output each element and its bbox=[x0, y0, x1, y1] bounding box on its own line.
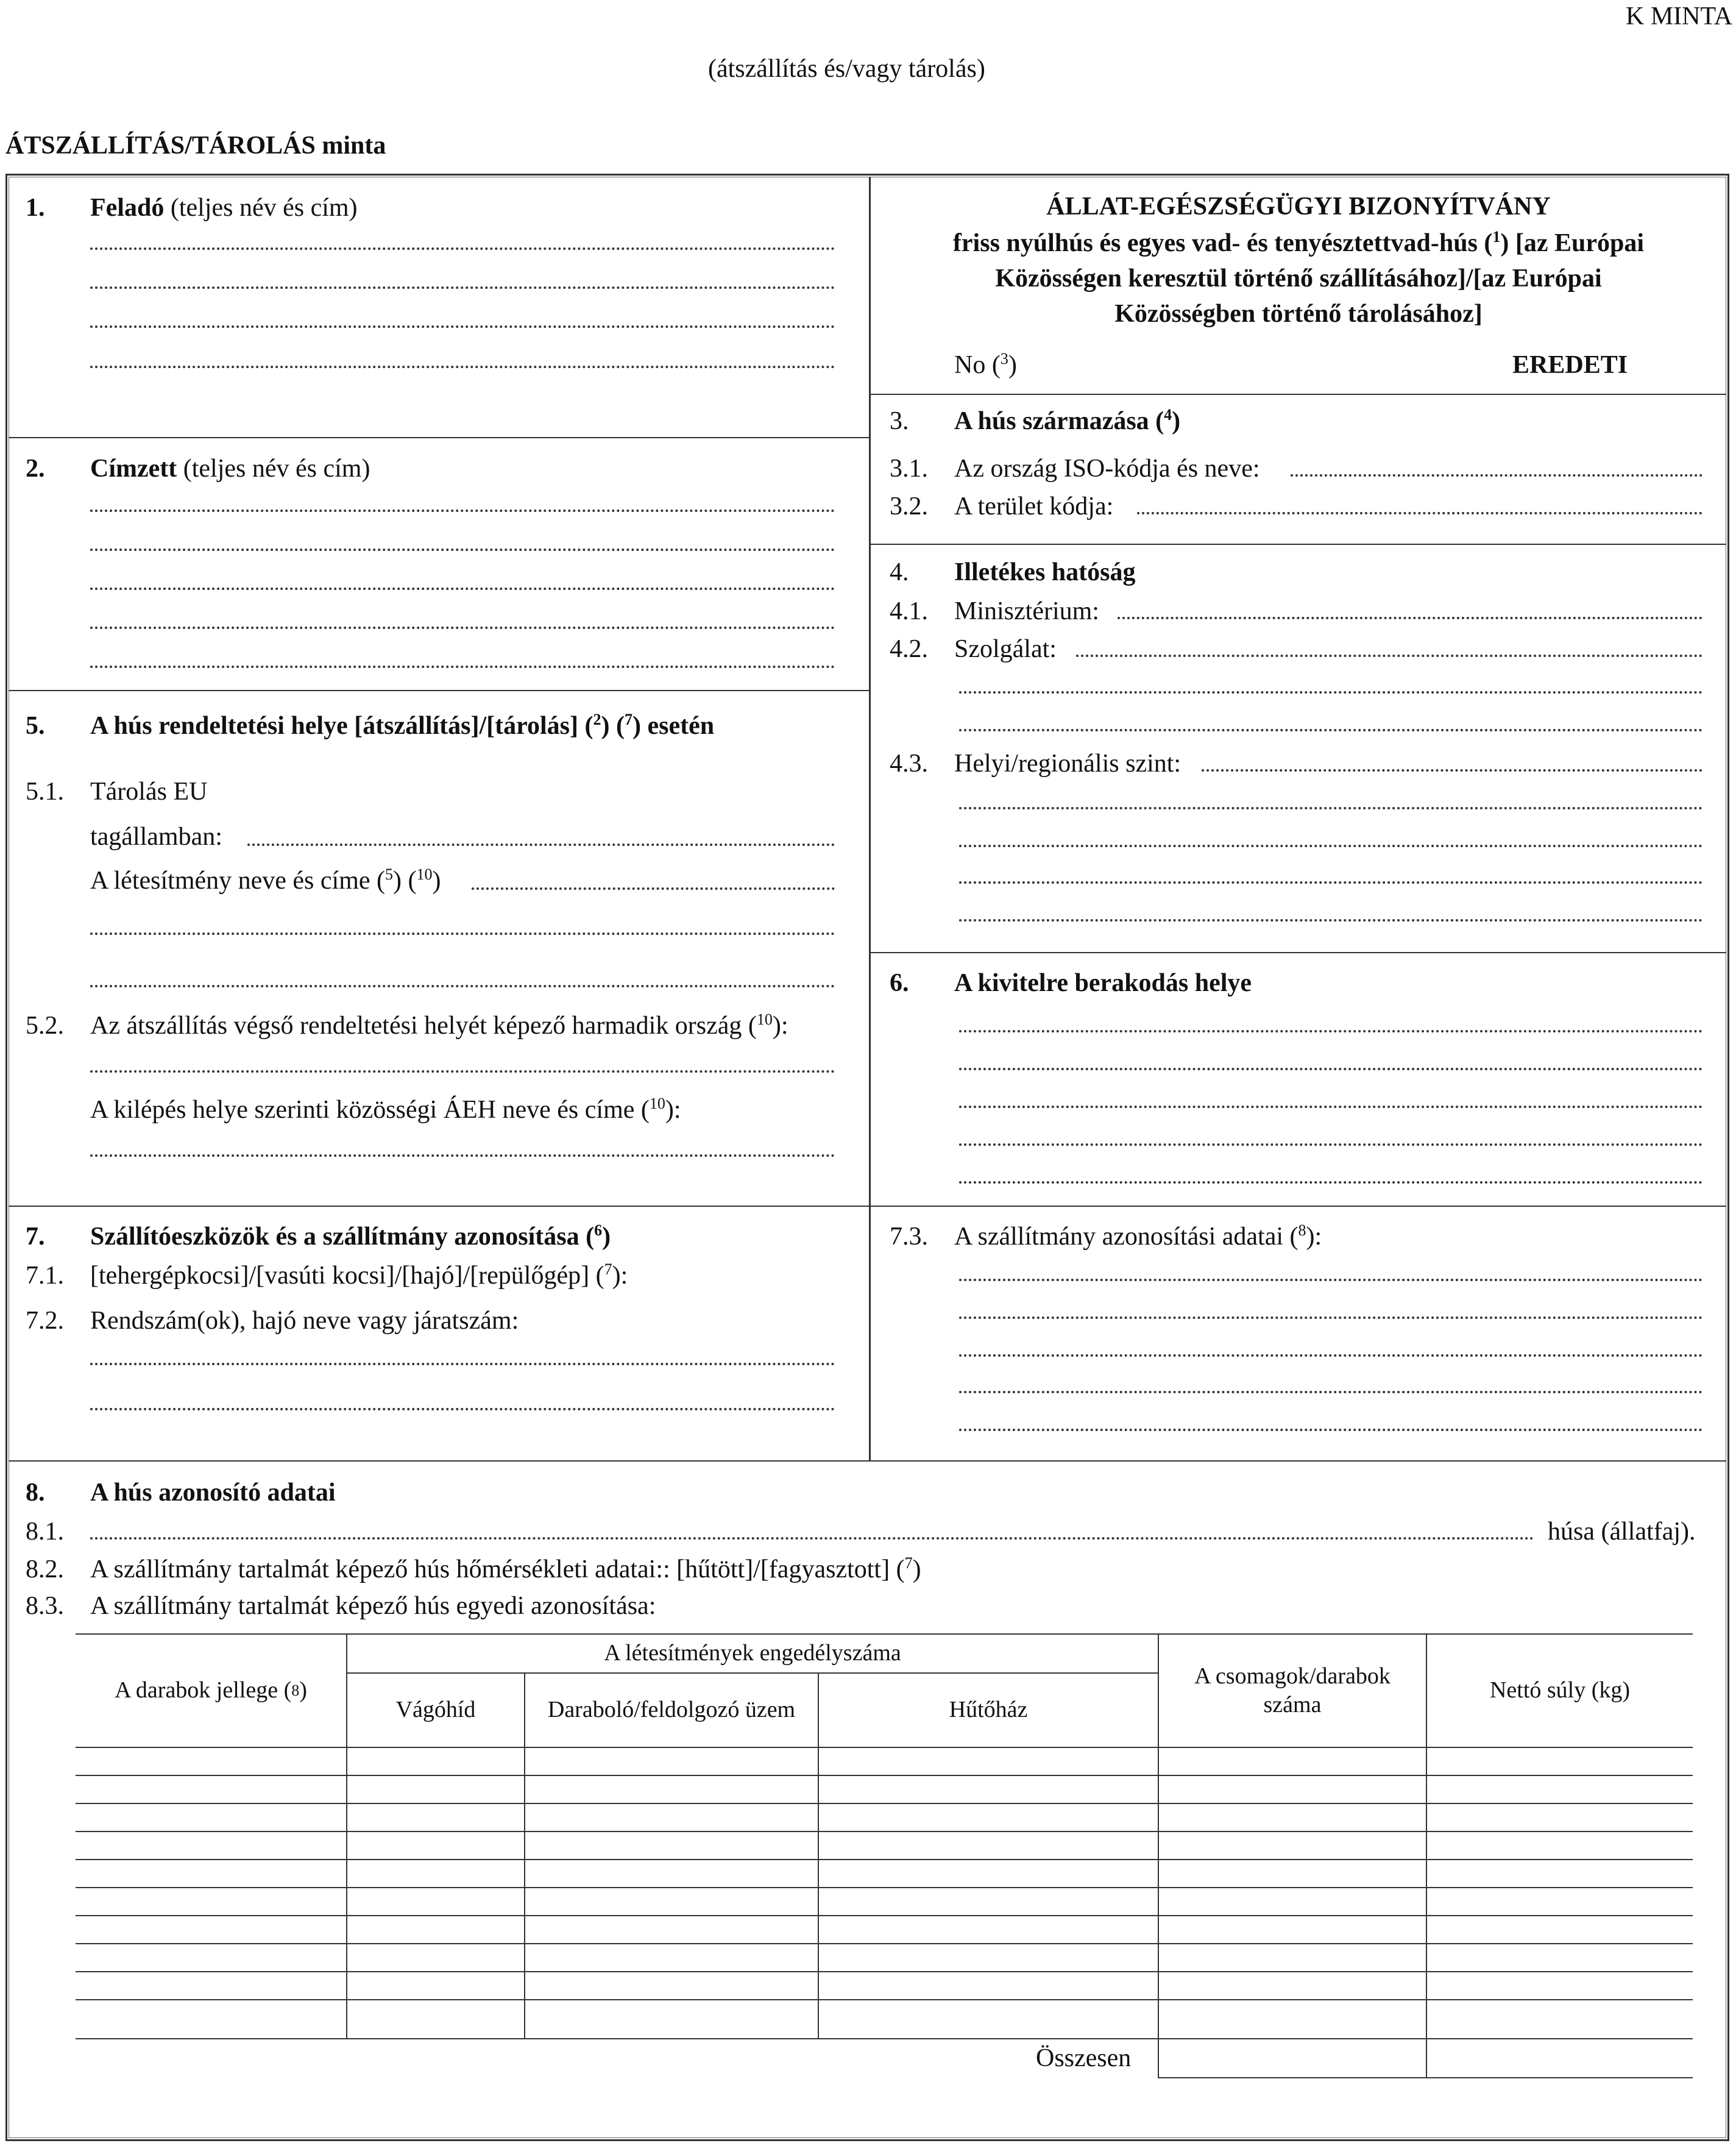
establishment-line-3[interactable] bbox=[90, 985, 835, 987]
col-header-packages: A csomagok/darabok száma bbox=[1194, 1663, 1391, 1718]
col-header-cutting-plant: Daraboló/feldolgozó üzem bbox=[547, 1697, 796, 1723]
species-suffix: húsa (állatfaj). bbox=[1548, 1518, 1696, 1546]
divider-box5-box7 bbox=[9, 1206, 1726, 1207]
registration-line-2[interactable] bbox=[90, 1408, 835, 1410]
box1-line-4[interactable] bbox=[90, 366, 835, 368]
box7-item1-number: 7.1. bbox=[26, 1262, 64, 1290]
consignment-id-line-4[interactable] bbox=[959, 1391, 1702, 1393]
box5-item2-number: 5.2. bbox=[26, 1012, 64, 1040]
col-header-approval: A létesítmények engedélyszáma bbox=[604, 1640, 901, 1666]
consignment-id-line-2[interactable] bbox=[959, 1316, 1702, 1319]
box3-item1-label: Az ország ISO-kódja és neve: bbox=[954, 455, 1260, 483]
divider-box4-box6 bbox=[871, 952, 1726, 953]
box7-number: 7. bbox=[26, 1223, 45, 1251]
ministry-field[interactable] bbox=[1118, 617, 1702, 619]
local-level-line-3[interactable] bbox=[959, 845, 1702, 847]
species-field[interactable] bbox=[90, 1537, 1534, 1540]
exit-authority-label: A kilépés helye szerinti közösségi ÁEH neve és címe ($^{10}$): bbox=[90, 1095, 681, 1124]
member-state-label: tagállamban: bbox=[90, 823, 222, 851]
box7-item1-label: [tehergépkocsi]/[vasúti kocsi]/[hajó]/[repülőgép] ($^7$): bbox=[90, 1260, 628, 1290]
box8-item1-number: 8.1. bbox=[26, 1518, 64, 1546]
box7-title: Szállítóeszközök és a szállítmány azonosítása ($^6$) bbox=[90, 1221, 611, 1251]
total-weight-cell[interactable] bbox=[1427, 2039, 1693, 2077]
box1-title-rest: (teljes név és cím) bbox=[164, 194, 358, 222]
box1-line-1[interactable] bbox=[90, 247, 835, 250]
registration-line-1[interactable] bbox=[90, 1363, 835, 1365]
establishment-label: A létesítmény neve és címe ($^5$) ($^{10}$) bbox=[90, 865, 441, 895]
table-row-line bbox=[76, 1999, 1693, 2000]
box7-item2-label: Rendszám(ok), hajó neve vagy járatszám: bbox=[90, 1307, 519, 1335]
establishment-field[interactable] bbox=[472, 887, 835, 890]
local-level-field[interactable] bbox=[1202, 769, 1702, 772]
service-line-2[interactable] bbox=[959, 691, 1702, 694]
region-code-field[interactable] bbox=[1137, 512, 1702, 514]
table-row-line bbox=[76, 1915, 1693, 1916]
table-row-line bbox=[76, 1943, 1693, 1944]
box8-item3-number: 8.3. bbox=[26, 1592, 64, 1620]
box3-item2-label: A terület kódja: bbox=[954, 492, 1114, 521]
box2-line-3[interactable] bbox=[90, 588, 835, 590]
consignment-id-line-1[interactable] bbox=[959, 1279, 1702, 1281]
box8-title: A hús azonosító adatai bbox=[90, 1479, 336, 1507]
col-header-nature: A darabok jellege ( 8 ) bbox=[115, 1677, 307, 1704]
box4-number: 4. bbox=[890, 558, 909, 586]
total-label: Összesen bbox=[1036, 2044, 1132, 2072]
box7-item3-number: 7.3. bbox=[890, 1223, 928, 1251]
box4-title: Illetékes hatóság bbox=[954, 558, 1136, 586]
box1-title-bold: Feladó bbox=[90, 194, 165, 222]
cert-number-label: No ($^3$) bbox=[954, 350, 1017, 379]
model-title: ÁTSZÁLLÍTÁS/TÁROLÁS minta bbox=[5, 132, 386, 160]
subtitle: (átszállítás és/vagy tárolás) bbox=[708, 55, 985, 83]
third-country-field[interactable] bbox=[90, 1070, 835, 1073]
service-line-3[interactable] bbox=[959, 729, 1702, 731]
box4-item1-label: Minisztérium: bbox=[954, 597, 1099, 625]
establishment-line-2[interactable] bbox=[90, 933, 835, 935]
box3-item1-number: 3.1. bbox=[890, 455, 928, 483]
divider-box7-box8 bbox=[9, 1460, 1726, 1462]
service-field[interactable] bbox=[1076, 655, 1702, 657]
consignment-id-line-5[interactable] bbox=[959, 1429, 1702, 1431]
country-iso-field[interactable] bbox=[1291, 474, 1702, 477]
divider-box3-box4 bbox=[871, 544, 1726, 545]
box8-item2-label: A szállítmány tartalmát képező hús hőmérsékleti adatai:: [hűtött]/[fagyasztott] ($^7$) bbox=[90, 1554, 921, 1583]
box5-item1-number: 5.1. bbox=[26, 778, 64, 806]
box4-item3-label: Helyi/regionális szint: bbox=[954, 750, 1182, 778]
local-level-line-2[interactable] bbox=[959, 807, 1702, 809]
box6-title: A kivitelre berakodás helye bbox=[954, 969, 1252, 997]
table-row-line bbox=[76, 1831, 1693, 1832]
box2-title-rest: (teljes név és cím) bbox=[177, 455, 370, 483]
box3-item2-number: 3.2. bbox=[890, 492, 928, 521]
column-divider bbox=[869, 177, 871, 1462]
box4-item2-number: 4.2. bbox=[890, 635, 928, 663]
box4-item2-label: Szolgálat: bbox=[954, 635, 1057, 663]
table-row-line bbox=[76, 1775, 1693, 1776]
exit-authority-field[interactable] bbox=[90, 1154, 835, 1157]
box1-line-2[interactable] bbox=[90, 286, 835, 289]
box2-number: 2. bbox=[26, 455, 45, 483]
cert-title-line3: Közösségen keresztül történő szállításához]/[az Európai bbox=[995, 265, 1602, 293]
local-level-line-4[interactable] bbox=[959, 881, 1702, 884]
box3-number: 3. bbox=[890, 407, 909, 435]
box1-line-3[interactable] bbox=[90, 325, 835, 328]
original-label: EREDETI bbox=[1512, 351, 1628, 379]
total-packages-cell[interactable] bbox=[1159, 2039, 1426, 2077]
box4-item3-number: 4.3. bbox=[890, 750, 928, 778]
box5-item2-label: Az átszállítás végső rendeltetési helyét képező harmadik ország ($^{10}$): bbox=[90, 1011, 788, 1040]
box2-title-bold: Címzett bbox=[90, 455, 177, 483]
member-state-field[interactable] bbox=[247, 844, 835, 846]
table-header-bottom bbox=[76, 1747, 1693, 1748]
col-header-net-weight: Nettó súly (kg) bbox=[1489, 1677, 1631, 1704]
box8-item2-number: 8.2. bbox=[26, 1555, 64, 1583]
divider-box1-box2 bbox=[9, 437, 869, 438]
cert-title-line4: Közösségben történő tárolásához] bbox=[1114, 300, 1483, 328]
box5-item1-label: Tárolás EU bbox=[90, 778, 208, 806]
box2-line-4[interactable] bbox=[90, 627, 835, 629]
box2-line-1[interactable] bbox=[90, 510, 835, 512]
col-header-slaughterhouse: Vágóhíd bbox=[395, 1697, 476, 1723]
table-row-line bbox=[76, 1859, 1693, 1860]
local-level-line-5[interactable] bbox=[959, 919, 1702, 922]
table-row-line bbox=[76, 1887, 1693, 1888]
box2-line-5[interactable] bbox=[90, 666, 835, 668]
box8-item3-label: A szállítmány tartalmát képező hús egyedi azonosítása: bbox=[90, 1592, 656, 1620]
corner-label: K MINTA bbox=[1626, 2, 1733, 30]
loading-place-line-3[interactable] bbox=[959, 1106, 1702, 1108]
box3-title: A hús származása ($^4$) bbox=[954, 406, 1181, 435]
box7-item3-label: A szállítmány azonosítási adatai ($^8$): bbox=[954, 1221, 1322, 1251]
table-row-line bbox=[76, 1803, 1693, 1804]
table-total-bottom bbox=[1158, 2077, 1693, 2078]
box2-line-2[interactable] bbox=[90, 549, 835, 551]
box8-number: 8. bbox=[26, 1479, 45, 1507]
box4-item1-number: 4.1. bbox=[890, 597, 928, 625]
loading-place-line-4[interactable] bbox=[959, 1143, 1702, 1146]
cert-title-line2: friss nyúlhús és egyes vad- és tenyésztettvad-hús ($^1$) [az Európai bbox=[952, 228, 1645, 257]
cert-title-line1: ÁLLAT-EGÉSZSÉGÜGYI BIZONYÍTVÁNY bbox=[1046, 193, 1551, 221]
box7-item2-number: 7.2. bbox=[26, 1307, 64, 1335]
loading-place-line-1[interactable] bbox=[959, 1030, 1702, 1032]
box1-title bbox=[90, 195, 358, 221]
box5-number: 5. bbox=[26, 712, 45, 740]
box5-title: A hús rendeltetési helye [átszállítás]/[tárolás] ($^2$) ($^7$) esetén bbox=[90, 711, 715, 740]
table-row-line bbox=[76, 1971, 1693, 1972]
box6-number: 6. bbox=[890, 969, 909, 997]
divider-box2-box5 bbox=[9, 690, 869, 691]
col-header-cold-store: Hűtőház bbox=[949, 1697, 1028, 1723]
divider-cert-box3 bbox=[871, 394, 1726, 395]
box1-number: 1. bbox=[26, 194, 45, 222]
loading-place-line-2[interactable] bbox=[959, 1068, 1702, 1070]
consignment-id-line-3[interactable] bbox=[959, 1354, 1702, 1357]
loading-place-line-5[interactable] bbox=[959, 1181, 1702, 1184]
box2-title bbox=[90, 456, 370, 481]
